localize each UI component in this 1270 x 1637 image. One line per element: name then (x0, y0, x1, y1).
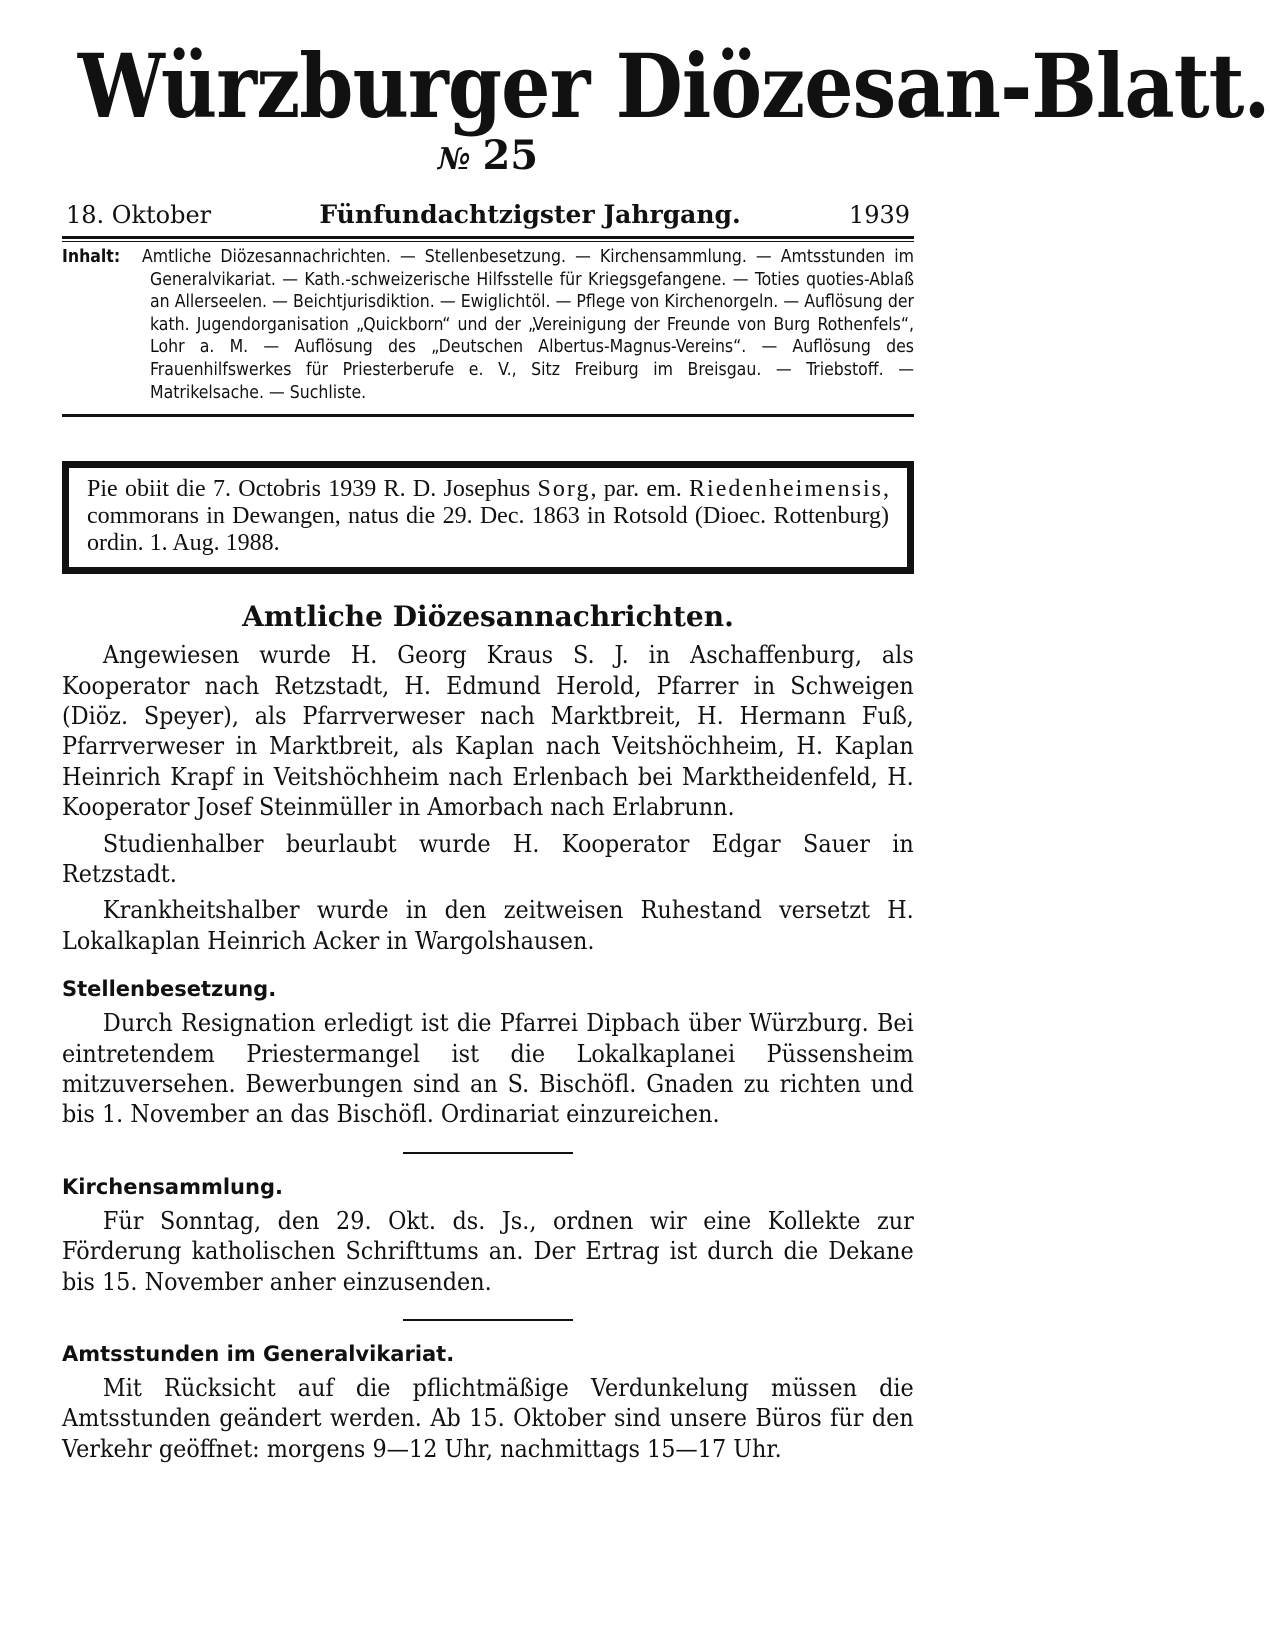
volume-label: Fünfundachtzigster Jahrgang. (319, 200, 741, 229)
section-heading-stellen: Stellenbesetzung. (62, 977, 277, 1002)
paragraph-stellen: Durch Resignation erledigt ist die Pfarrei Dipbach über Würzburg. Bei eintretendem Priestermangel ist die Lokalkaplanei Püssensheim mitzuversehen. Bewerbungen sind an S. Bischöfl. Gnaden zu richten und bis 1. November an das Bischöfl. Ordinariat einzureichen. (62, 1009, 914, 1129)
paragraph-kirchen: Für Sonntag, den 29. Okt. ds. Js., ordnen wir eine Kollekte zur Förderung katholischen Schrifttums an. Der Ertrag ist durch die Dekane bis 15. November anher einzusenden. (62, 1206, 914, 1296)
masthead-title: Würzburger Diözesan-Blatt. (77, 34, 1270, 138)
toc-rule (62, 414, 914, 417)
obituary-name: Sorg (537, 476, 591, 503)
paragraph-retirement: Krankheitshalber wurde in den zeitweisen Ruhestand versetzt H. Lokalkaplan Heinrich Acker in Wargolshausen. (62, 896, 914, 955)
issue-year: 1939 (848, 201, 910, 229)
header-rule (62, 236, 914, 242)
obituary-text-3: , commorans in Dewangen, natus die 29. Dec. 1863 in Rotsold (Dioec. Rottenburg) ordin. 1. Aug. 1988. (87, 476, 890, 557)
number-sign: № (437, 142, 471, 177)
toc-text: Amtliche Diözesannachrichten. — Stellenbesetzung. — Kirchensammlung. — Amtsstunden im Generalvikariat. — Kath.-schweizerische Hilfsstelle für Kriegsgefangene. — Toties quoties-Ablaß an Allerseelen. — Beichtjurisdiktion. — Ewiglichtöl. — Pflege von Kirchenorgeln. — Auflösung der kath. Jugendorganisation „Quickborn“ und der „Vereinigung der Freunde von Burg Rothenfels“, Lohr a. M. — Auflösung des „Deutschen Albertus-Magnus-Vereins“. — Auflösung des Frauenhilfswerkes für Priesterberufe e. V., Sitz Freiburg im Breisgau. — Triebstoff. — Matrikelsache. — Suchliste. (142, 247, 914, 403)
obituary-text-2: , par. em. (590, 476, 690, 503)
table-of-contents (62, 246, 914, 404)
issue-date: 18. Oktober (66, 201, 212, 229)
section-heading-amtliche: Amtliche Diözesannachrichten. (242, 600, 734, 634)
section-heading-kirchen: Kirchensammlung. (62, 1174, 283, 1199)
section-divider-1 (403, 1152, 573, 1154)
issue-number-value: 25 (482, 132, 539, 179)
paragraph-study-leave: Studienhalber beurlaubt wurde H. Kooperator Edgar Sauer in Retzstadt. (62, 829, 914, 888)
obituary-box (62, 461, 914, 574)
toc-label: Inhalt: (62, 247, 121, 267)
section-heading-amts: Amtsstunden im Generalvikariat. (62, 1342, 455, 1367)
obituary-parish: Riedenheimensis (689, 476, 884, 503)
paragraph-amts: Mit Rücksicht auf die pflichtmäßige Verdunkelung müssen die Amtsstunden geändert werden. Ab 15. Oktober sind unsere Büros für den Verkehr geöffnet: morgens 9—12 Uhr, nachmittags 15—17 Uhr. (62, 1374, 914, 1463)
document-page (62, 34, 1270, 1464)
issue-number (62, 134, 914, 182)
paragraph-appointments: Angewiesen wurde H. Georg Kraus S. J. in Aschaffenburg, als Kooperator nach Retzstadt, H. Edmund Herold, Pfarrer in Schweigen (Diöz. Speyer), als Pfarrverweser nach Marktbreit, H. Hermann Fuß, Pfarrverweser in Marktbreit, als Kaplan nach Veitshöchheim, H. Kaplan Heinrich Krapf in Veitshöchheim nach Erlenbach bei Marktheidenfeld, H. Kooperator Josef Steinmüller in Amorbach nach Erlabrunn. (62, 641, 914, 822)
section-divider-2 (403, 1319, 573, 1321)
obituary-text-1: Pie obiit die 7. Octobris 1939 R. D. Josephus (87, 476, 538, 503)
dateline (62, 200, 914, 230)
